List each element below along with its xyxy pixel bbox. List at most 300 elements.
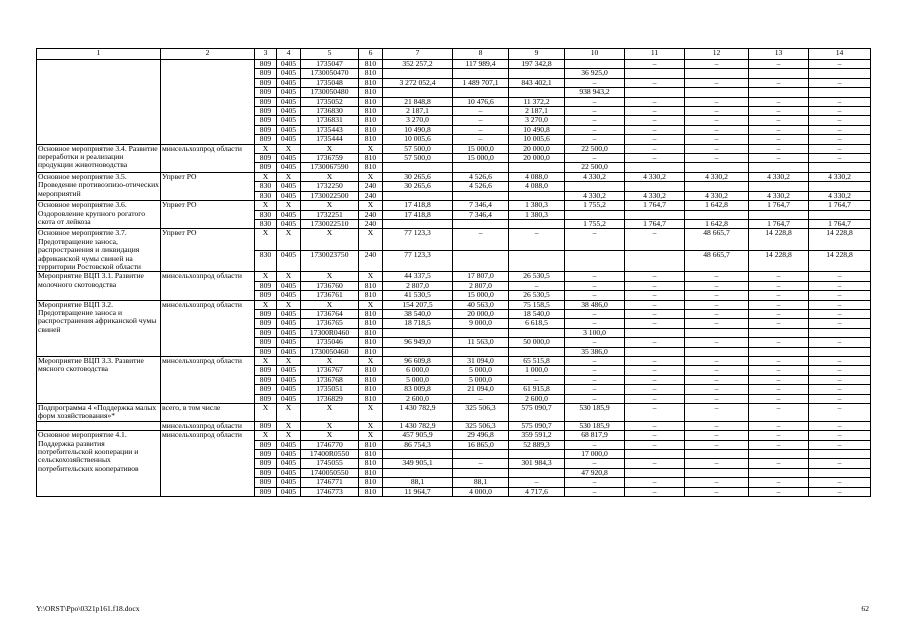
data-cell: Х: [255, 404, 277, 422]
data-cell: –: [625, 440, 685, 449]
data-cell: 14 228,8: [749, 229, 809, 251]
data-cell: [509, 163, 565, 172]
responsible-cell: минсельхозпрод области: [161, 421, 255, 430]
data-cell: –: [749, 125, 809, 134]
data-cell: –: [809, 107, 871, 116]
data-cell: 0405: [277, 385, 301, 394]
data-cell: 11 563,0: [453, 338, 509, 347]
table-row: [37, 300, 871, 309]
data-cell: 1 764,7: [625, 219, 685, 228]
data-cell: –: [453, 459, 509, 468]
data-cell: 47 920,8: [565, 468, 625, 477]
data-cell: 0405: [277, 347, 301, 356]
data-cell: [625, 328, 685, 337]
data-cell: 240: [359, 191, 383, 200]
responsible-cell: минсельхозпрод области: [161, 272, 255, 300]
data-cell: –: [809, 487, 871, 496]
data-cell: Х: [301, 404, 359, 422]
data-cell: 2 600,0: [509, 394, 565, 403]
data-cell: 96 949,0: [383, 338, 453, 347]
data-cell: 0405: [277, 219, 301, 228]
data-cell: [383, 468, 453, 477]
data-cell: –: [685, 366, 749, 375]
data-cell: 0405: [277, 78, 301, 87]
data-cell: 15 000,0: [453, 154, 509, 163]
data-cell: –: [749, 309, 809, 318]
data-cell: 4 526,6: [453, 182, 509, 191]
data-cell: 1735047: [301, 60, 359, 69]
data-cell: –: [685, 431, 749, 440]
event-name-cell: Основное мероприятие 3.5. Проведение противоэпизо-отических мероприятий: [37, 172, 161, 200]
data-cell: 1 764,7: [809, 219, 871, 228]
data-cell: 810: [359, 328, 383, 337]
data-cell: –: [685, 385, 749, 394]
data-cell: Х: [301, 300, 359, 309]
data-cell: [383, 450, 453, 459]
data-cell: 809: [255, 450, 277, 459]
data-cell: 57 500,0: [383, 154, 453, 163]
event-name-cell: Основное мероприятие 3.6. Оздоровление крупного рогатого скота от лейкоза: [37, 201, 161, 229]
data-cell: –: [685, 78, 749, 87]
data-cell: [809, 450, 871, 459]
data-cell: 29 496,8: [453, 431, 509, 440]
data-cell: –: [749, 487, 809, 496]
data-cell: 809: [255, 478, 277, 487]
responsible-cell: Упрвет РО: [161, 201, 255, 229]
data-cell: 1732251: [301, 210, 359, 219]
data-cell: 2 807,0: [383, 281, 453, 290]
data-cell: 810: [359, 154, 383, 163]
data-cell: 0405: [277, 125, 301, 134]
data-cell: 1 755,2: [565, 201, 625, 210]
responsible-cell: всего, в том числе: [161, 404, 255, 422]
column-header: 6: [359, 49, 383, 60]
data-cell: [749, 210, 809, 219]
data-cell: 240: [359, 210, 383, 219]
data-cell: –: [685, 309, 749, 318]
table-row: [37, 172, 871, 181]
data-cell: 810: [359, 487, 383, 496]
data-cell: Х: [277, 144, 301, 153]
data-cell: –: [625, 431, 685, 440]
data-cell: 2 187,1: [383, 107, 453, 116]
data-cell: 4 330,2: [809, 172, 871, 181]
data-cell: 1 755,2: [565, 219, 625, 228]
data-cell: 1 764,7: [809, 201, 871, 210]
data-cell: –: [809, 431, 871, 440]
data-cell: –: [685, 144, 749, 153]
data-cell: –: [749, 272, 809, 281]
data-cell: –: [625, 97, 685, 106]
data-cell: –: [625, 135, 685, 144]
data-cell: [453, 347, 509, 356]
column-header: 2: [161, 49, 255, 60]
data-cell: 1736760: [301, 281, 359, 290]
data-cell: 0405: [277, 135, 301, 144]
data-cell: 3 272 052,4: [383, 78, 453, 87]
data-cell: [685, 468, 749, 477]
data-cell: 810: [359, 291, 383, 300]
table-row: [37, 229, 871, 251]
column-header: 14: [809, 49, 871, 60]
data-cell: –: [685, 291, 749, 300]
data-cell: Х: [301, 229, 359, 251]
data-cell: –: [809, 281, 871, 290]
data-cell: –: [809, 144, 871, 153]
data-cell: 48 665,7: [685, 250, 749, 272]
data-cell: –: [509, 478, 565, 487]
data-cell: 22 500,0: [565, 144, 625, 153]
data-cell: 0405: [277, 154, 301, 163]
data-cell: 1746773: [301, 487, 359, 496]
data-cell: –: [625, 229, 685, 251]
data-cell: [749, 69, 809, 78]
data-cell: [453, 468, 509, 477]
data-cell: 1736765: [301, 319, 359, 328]
data-cell: [453, 88, 509, 97]
data-cell: 1 642,8: [685, 219, 749, 228]
data-cell: 5 000,0: [453, 366, 509, 375]
data-cell: [685, 88, 749, 97]
table-row: [37, 404, 871, 422]
data-cell: –: [749, 375, 809, 384]
data-cell: 117 989,4: [453, 60, 509, 69]
data-cell: 197 342,8: [509, 60, 565, 69]
data-cell: [383, 69, 453, 78]
data-cell: [809, 347, 871, 356]
data-cell: 809: [255, 107, 277, 116]
data-cell: –: [685, 300, 749, 309]
data-cell: 1730050470: [301, 69, 359, 78]
data-cell: 810: [359, 375, 383, 384]
data-cell: –: [809, 319, 871, 328]
data-cell: 359 591,2: [509, 431, 565, 440]
data-cell: 4 330,2: [625, 191, 685, 200]
data-cell: 810: [359, 116, 383, 125]
data-cell: 1736830: [301, 107, 359, 116]
data-cell: 1 430 782,9: [383, 404, 453, 422]
data-cell: 809: [255, 69, 277, 78]
event-name-cell: Мероприятие ВЦП 3.1. Развитие молочного скотоводства: [37, 272, 161, 300]
data-cell: 0405: [277, 116, 301, 125]
data-cell: 809: [255, 116, 277, 125]
data-cell: [565, 210, 625, 219]
data-cell: 830: [255, 219, 277, 228]
data-cell: 0405: [277, 291, 301, 300]
data-cell: 1736764: [301, 309, 359, 318]
data-cell: 530 185,9: [565, 404, 625, 422]
data-cell: –: [685, 459, 749, 468]
data-cell: –: [685, 116, 749, 125]
data-cell: –: [565, 97, 625, 106]
data-cell: 1730022510: [301, 219, 359, 228]
column-header: 7: [383, 49, 453, 60]
data-cell: –: [685, 272, 749, 281]
data-cell: 0405: [277, 394, 301, 403]
data-cell: 810: [359, 450, 383, 459]
data-cell: 0405: [277, 281, 301, 290]
data-cell: –: [809, 300, 871, 309]
data-cell: 4 330,2: [625, 172, 685, 181]
data-cell: 4 330,2: [685, 191, 749, 200]
data-cell: 1740050550: [301, 468, 359, 477]
event-name-cell: [37, 60, 161, 145]
data-cell: [509, 88, 565, 97]
data-cell: 810: [359, 459, 383, 468]
data-cell: 352 257,2: [383, 60, 453, 69]
data-cell: [383, 328, 453, 337]
data-cell: [565, 60, 625, 69]
data-cell: 77 123,3: [383, 229, 453, 251]
data-cell: 810: [359, 281, 383, 290]
data-cell: 1 764,7: [625, 201, 685, 210]
data-cell: Х: [277, 172, 301, 181]
data-cell: –: [685, 440, 749, 449]
responsible-cell: Упрвет РО: [161, 229, 255, 272]
data-cell: Х: [359, 201, 383, 210]
data-cell: –: [809, 272, 871, 281]
data-cell: 21 848,8: [383, 97, 453, 106]
table-row: [37, 421, 871, 430]
data-cell: 1735444: [301, 135, 359, 144]
data-cell: 810: [359, 385, 383, 394]
data-cell: 809: [255, 328, 277, 337]
data-cell: [509, 69, 565, 78]
data-cell: 75 158,5: [509, 300, 565, 309]
data-cell: 830: [255, 250, 277, 272]
data-cell: [685, 163, 749, 172]
data-cell: 20 000,0: [453, 309, 509, 318]
data-cell: 810: [359, 309, 383, 318]
data-cell: 0405: [277, 309, 301, 318]
data-cell: –: [685, 375, 749, 384]
data-cell: [453, 219, 509, 228]
data-cell: 1730050480: [301, 88, 359, 97]
data-cell: 1 489 707,1: [453, 78, 509, 87]
data-cell: –: [749, 60, 809, 69]
data-cell: –: [749, 338, 809, 347]
data-cell: [625, 210, 685, 219]
data-cell: –: [453, 107, 509, 116]
data-cell: Х: [277, 421, 301, 430]
data-cell: –: [809, 116, 871, 125]
data-cell: –: [749, 431, 809, 440]
data-cell: 830: [255, 191, 277, 200]
data-cell: 14 228,8: [809, 229, 871, 251]
data-cell: 4 526,6: [453, 172, 509, 181]
data-cell: [625, 182, 685, 191]
column-header: 11: [625, 49, 685, 60]
data-cell: Х: [277, 404, 301, 422]
data-cell: 810: [359, 125, 383, 134]
responsible-cell: минсельхозпрод области: [161, 144, 255, 172]
data-cell: –: [749, 144, 809, 153]
data-cell: Х: [255, 144, 277, 153]
data-cell: –: [625, 60, 685, 69]
table-row: [37, 357, 871, 366]
data-cell: –: [453, 116, 509, 125]
data-cell: –: [749, 366, 809, 375]
data-cell: [453, 69, 509, 78]
data-cell: –: [685, 478, 749, 487]
data-cell: [749, 328, 809, 337]
data-cell: [685, 69, 749, 78]
data-cell: 810: [359, 319, 383, 328]
data-cell: 810: [359, 60, 383, 69]
data-cell: –: [565, 375, 625, 384]
data-cell: [383, 347, 453, 356]
header-row-group: [37, 49, 871, 60]
data-cell: 1 764,7: [749, 201, 809, 210]
data-cell: [383, 88, 453, 97]
data-cell: 18 718,5: [383, 319, 453, 328]
data-cell: –: [809, 385, 871, 394]
responsible-cell: минсельхозпрод области: [161, 357, 255, 404]
data-cell: 1745055: [301, 459, 359, 468]
data-cell: Х: [359, 272, 383, 281]
data-cell: 11 372,2: [509, 97, 565, 106]
data-cell: –: [509, 375, 565, 384]
data-cell: 809: [255, 281, 277, 290]
data-cell: 38 540,0: [383, 309, 453, 318]
data-cell: –: [685, 281, 749, 290]
data-cell: 349 905,1: [383, 459, 453, 468]
data-cell: 809: [255, 163, 277, 172]
data-cell: 14 228,8: [809, 250, 871, 272]
data-cell: 1732250: [301, 182, 359, 191]
data-cell: –: [809, 357, 871, 366]
data-cell: 809: [255, 154, 277, 163]
data-cell: 1 642,8: [685, 201, 749, 210]
data-cell: Х: [277, 300, 301, 309]
data-cell: [809, 163, 871, 172]
data-cell: 575 090,7: [509, 404, 565, 422]
data-cell: –: [749, 404, 809, 422]
data-cell: 810: [359, 394, 383, 403]
data-cell: –: [749, 97, 809, 106]
data-cell: 68 817,9: [565, 431, 625, 440]
data-cell: 88,1: [453, 478, 509, 487]
data-cell: [685, 182, 749, 191]
data-cell: –: [565, 281, 625, 290]
data-cell: –: [625, 394, 685, 403]
event-name-cell: Основное мероприятие 3.7. Предотвращение заноса, распространения и ликвидация африканской чумы свиней на территории Ростовской области: [37, 229, 161, 272]
data-cell: [809, 182, 871, 191]
data-cell: 0405: [277, 69, 301, 78]
data-cell: 30 265,6: [383, 182, 453, 191]
data-cell: 154 207,5: [383, 300, 453, 309]
data-cell: 2 600,0: [383, 394, 453, 403]
data-cell: –: [749, 319, 809, 328]
data-cell: –: [685, 487, 749, 496]
data-cell: –: [685, 357, 749, 366]
data-cell: 1 380,3: [509, 210, 565, 219]
data-cell: [453, 450, 509, 459]
data-cell: 30 265,6: [383, 172, 453, 181]
data-cell: –: [809, 366, 871, 375]
data-cell: [625, 88, 685, 97]
data-cell: –: [749, 107, 809, 116]
column-header: 8: [453, 49, 509, 60]
event-name-cell: Подпрограмма 4 «Поддержка малых форм хозяйствования»*: [37, 404, 161, 422]
data-cell: 325 506,3: [453, 421, 509, 430]
data-cell: –: [749, 459, 809, 468]
data-cell: 15 000,0: [453, 291, 509, 300]
data-cell: –: [625, 107, 685, 116]
data-cell: 96 609,8: [383, 357, 453, 366]
event-name-cell: Основное мероприятие 3.4. Развитие переработки и реализации продукции животноводства: [37, 144, 161, 172]
data-cell: 809: [255, 78, 277, 87]
data-cell: [383, 163, 453, 172]
data-cell: 1 380,3: [509, 201, 565, 210]
data-cell: –: [809, 459, 871, 468]
data-cell: [625, 468, 685, 477]
column-header: 10: [565, 49, 625, 60]
data-cell: –: [685, 135, 749, 144]
data-cell: –: [685, 394, 749, 403]
data-cell: –: [809, 421, 871, 430]
data-cell: 1730067590: [301, 163, 359, 172]
data-cell: 11 964,7: [383, 487, 453, 496]
data-cell: 4 330,2: [565, 191, 625, 200]
data-cell: Х: [301, 172, 359, 181]
data-cell: –: [685, 421, 749, 430]
data-cell: –: [625, 125, 685, 134]
data-cell: –: [685, 319, 749, 328]
data-cell: 4 330,2: [565, 172, 625, 181]
data-cell: –: [625, 309, 685, 318]
data-cell: –: [625, 116, 685, 125]
data-cell: [625, 163, 685, 172]
data-cell: 3 270,0: [383, 116, 453, 125]
data-cell: 809: [255, 394, 277, 403]
data-cell: 4 717,6: [509, 487, 565, 496]
data-cell: Х: [277, 272, 301, 281]
data-cell: 4 088,0: [509, 172, 565, 181]
data-cell: 17300R0460: [301, 328, 359, 337]
data-cell: 1735048: [301, 78, 359, 87]
table-row: [37, 144, 871, 153]
data-cell: 0405: [277, 60, 301, 69]
data-cell: –: [809, 375, 871, 384]
data-cell: –: [625, 478, 685, 487]
data-cell: 31 094,0: [453, 357, 509, 366]
responsible-cell: [161, 60, 255, 145]
data-cell: –: [749, 421, 809, 430]
data-cell: 17400R0550: [301, 450, 359, 459]
data-cell: 809: [255, 421, 277, 430]
data-cell: 809: [255, 366, 277, 375]
column-header: 13: [749, 49, 809, 60]
event-name-cell: Мероприятие ВЦП 3.2. Предотвращение заноса и распространения африканской чумы свиней: [37, 300, 161, 356]
data-cell: [453, 191, 509, 200]
data-cell: 10 490,8: [509, 125, 565, 134]
data-cell: Х: [359, 229, 383, 251]
data-cell: 4 088,0: [509, 182, 565, 191]
data-cell: [565, 182, 625, 191]
data-cell: 0405: [277, 366, 301, 375]
data-cell: Х: [301, 421, 359, 430]
data-cell: 0405: [277, 450, 301, 459]
data-cell: 809: [255, 347, 277, 356]
data-cell: 810: [359, 163, 383, 172]
data-cell: 809: [255, 291, 277, 300]
data-cell: 0405: [277, 250, 301, 272]
data-cell: –: [565, 135, 625, 144]
data-cell: –: [809, 478, 871, 487]
data-cell: Х: [255, 172, 277, 181]
data-cell: Х: [255, 357, 277, 366]
